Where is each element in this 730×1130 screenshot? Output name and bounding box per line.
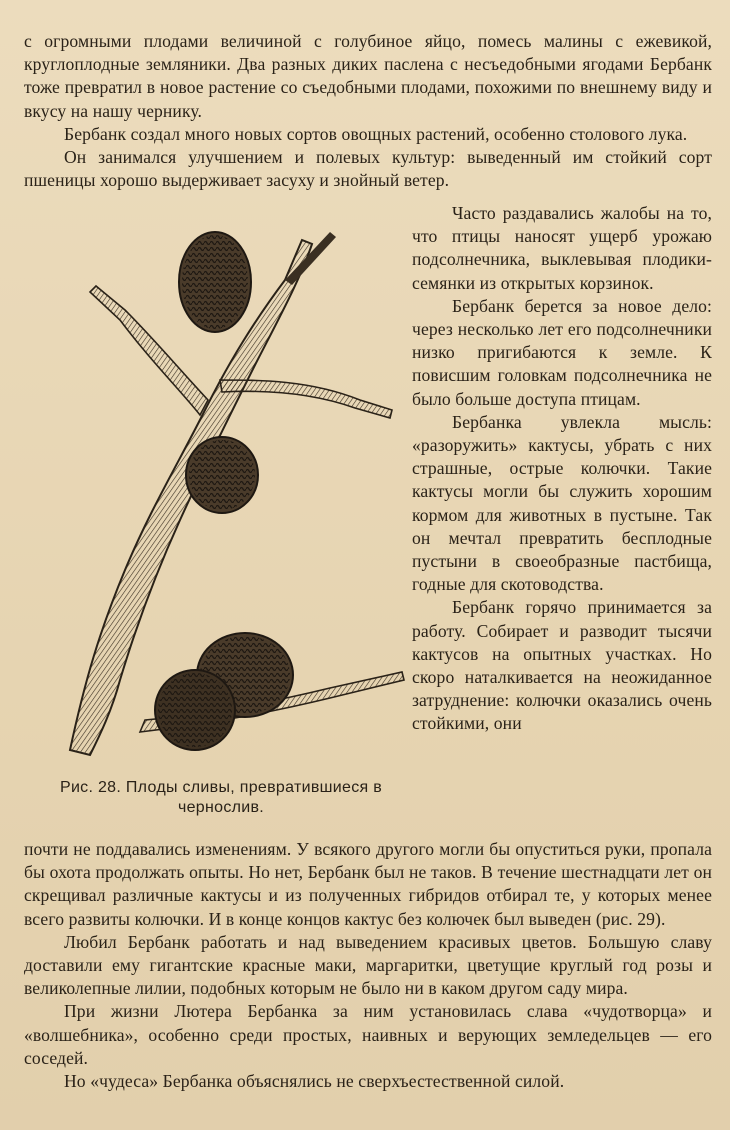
paragraph: Любил Бербанк работать и над выведением красивых цветов. Большую славу доставили ему гигантские красные маки, маргаритки, цветущие круглый год розы и великолепные лилии, подобных которым не было ни в каком другом саду мира. xyxy=(24,931,712,999)
paragraph: При жизни Лютера Бербанка за ним установилась слава «чудотворца» и «волшебника», особенно среди простых, наивных и верующих земледельцев — его соседей. xyxy=(24,1001,712,1068)
top-text-block xyxy=(24,30,712,192)
paragraph: с огромными плодами величиной с голубиное яйцо, помесь малины с ежевикой, круглоплодные земляники. Два разных диких паслена с несъедобными ягодами Бербанк тоже превратил в новое растение со съедобными плодами, похожими по внешнему виду и вкусу на нашу чернику. xyxy=(24,31,712,121)
paragraph: Часто раздавались жалобы на то, что птицы наносят ущерб урожаю подсолнечника, выклевывая плодики-семянки из открытых корзинок. xyxy=(412,203,712,293)
paragraph: Бербанка увлекла мысль: «разоружить» кактусы, убрать с них страшные, острые колючки. Такие кактусы могли бы служить хорошим кормом для животных в пустыне. Так он мечтал превратить бесплодные пустыни в своеобразные пастбища, годные для скотоводства. xyxy=(412,411,712,595)
right-column-text xyxy=(412,202,712,736)
prune-branch-illustration xyxy=(30,210,410,770)
paragraph: Он занимался улучшением и полевых культур: выведенный им стойкий сорт пшеницы хорошо выдерживает засуху и знойный ветер. xyxy=(24,147,712,191)
figure-caption: Рис. 28. Плоды сливы, превратившиеся в чернослив. xyxy=(59,779,383,816)
figure-28 xyxy=(30,210,410,830)
paragraph: почти не поддавались изменениям. У всякого другого могли бы опуститься руки, пропала бы охота продолжать опыты. Но нет, Бербанк был не таков. В течение шестнадцати лет он скрещивал различные кактусы и из полученных гибридов отбирал те, у которых менее всего развиты колючки. И в конце концов кактус без колючек был выведен (рис. 29). xyxy=(24,839,712,929)
paragraph: Бербанк берется за новое дело: через несколько лет его подсолнечники низко пригибаются к земле. К повисшим головкам подсолнечника не было больше доступа птицам. xyxy=(412,295,712,409)
paragraph: Но «чудеса» Бербанка объяснялись не сверхъестественной силой. xyxy=(64,1071,565,1092)
bottom-text-block xyxy=(24,838,712,1093)
paragraph: Бербанк создал много новых сортов овощных растений, особенно столового лука. xyxy=(64,123,688,144)
paragraph: Бербанк горячо принимается за работу. Собирает и разводит тысячи кактусов на опытных участках. Но скоро наталкивается на неожиданное затруднение: колючки оказались очень стойкими, они xyxy=(412,597,712,734)
